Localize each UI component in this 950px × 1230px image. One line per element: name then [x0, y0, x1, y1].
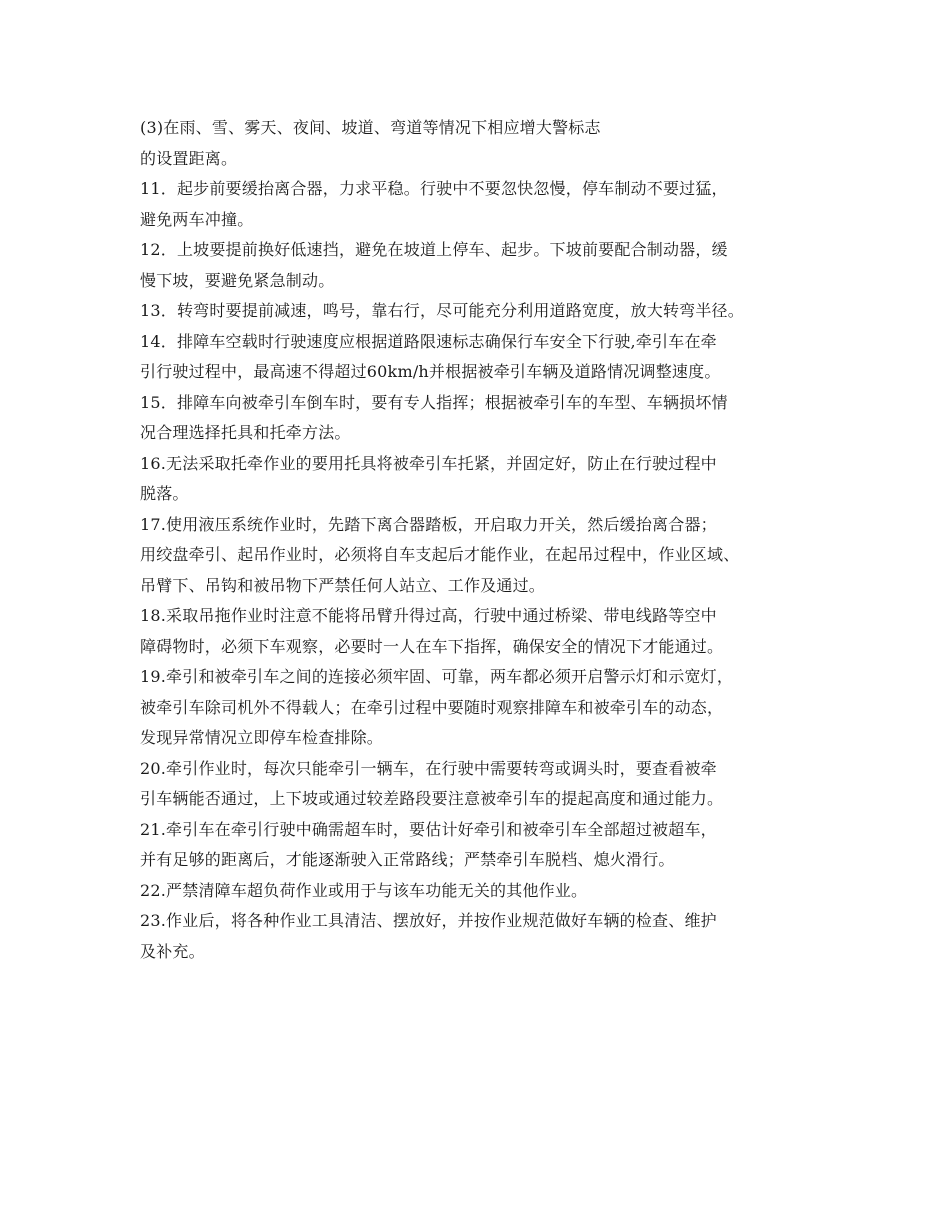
text-line: 吊臂下、吊钩和被吊物下严禁任何人站立、工作及通过。: [140, 575, 546, 595]
text-line: 避免两车冲撞。: [140, 209, 254, 229]
text-line: 及补充。: [140, 941, 205, 961]
text-line: 13．转弯时要提前减速，鸣号，靠右行，尽可能充分利用道路宽度，放大转弯半径。: [140, 301, 744, 320]
text-line: 障碍物时，必须下车观察，必要时一人在车下指挥，确保安全的情况下才能通过。: [140, 636, 724, 656]
text-line: (3)在雨、雪、雾天、夜间、坡道、弯道等情况下相应增大警标志: [140, 118, 601, 137]
text-line: 脱落。: [140, 484, 189, 503]
text-line: 20.牵引作业时，每次只能牵引一辆车，在行驶中需要转弯或调头时，要查看被牵: [140, 758, 717, 778]
text-line: 被牵引车除司机外不得载人；在牵引过程中要随时观察排障车和被牵引车的动态，: [140, 697, 724, 717]
text-line: 12．上坡要提前换好低速挡，避免在坡道上停车、起步。下坡前要配合制动器，缓: [140, 240, 728, 259]
text-line: 况合理选择托具和托牵方法。: [140, 423, 351, 442]
text-line: 的设置距离。: [140, 148, 238, 168]
text-line: 15．排障车向被牵引车倒车时，要有专人指挥；根据被牵引车的车型、车辆损坏情: [140, 392, 728, 412]
text-line: 用绞盘牵引、起吊作业时，必须将自车支起后才能作业，在起吊过程中，作业区域、: [140, 545, 740, 564]
text-line: 11．起步前要缓抬离合器，力求平稳。行驶中不要忽快忽慢，停车制动不要过猛，: [140, 179, 728, 198]
text-line: 19.牵引和被牵引车之间的连接必须牢固、可靠，两车都必须开启警示灯和示宽灯，: [140, 667, 734, 686]
document-body: [140, 113, 840, 967]
text-line: 21.牵引车在牵引行驶中确需超车时，要估计好牵引和被牵引车全部超过被超车，: [140, 819, 717, 839]
text-line: 22.严禁清障车超负荷作业或用于与该车功能无关的其他作业。: [140, 880, 588, 900]
text-line: 并有足够的距离后，才能逐渐驶入正常路线；严禁牵引车脱档、熄火滑行。: [140, 850, 675, 869]
text-line: 引车辆能否通过，上下坡或通过较差路段要注意被牵引车的提起高度和通过能力。: [140, 789, 724, 808]
text-line: 慢下坡，要避免紧急制动。: [140, 270, 335, 290]
text-line: 18.采取吊拖作业时注意不能将吊臂升得过高，行驶中通过桥梁、带电线路等空中: [140, 606, 717, 625]
text-line: 17.使用液压系统作业时，先踏下离合器踏板，开启取力开关，然后缓抬离合器；: [140, 514, 717, 534]
text-line: 16.无法采取托牵作业的要用托具将被牵引车托紧，并固定好，防止在行驶过程中: [140, 453, 717, 473]
text-line: 发现异常情况立即停车检查排除。: [140, 728, 384, 747]
text-line: 引行驶过程中，最高速不得超过60km/h并根据被牵引车辆及道路情况调整速度。: [140, 362, 721, 381]
text-line: 14．排障车空载时行驶速度应根据道路限速标志确保行车安全下行驶,牵引车在牵: [140, 331, 717, 351]
text-line: 23.作业后，将各种作业工具清洁、摆放好，并按作业规范做好车辆的检查、维护: [140, 911, 717, 930]
